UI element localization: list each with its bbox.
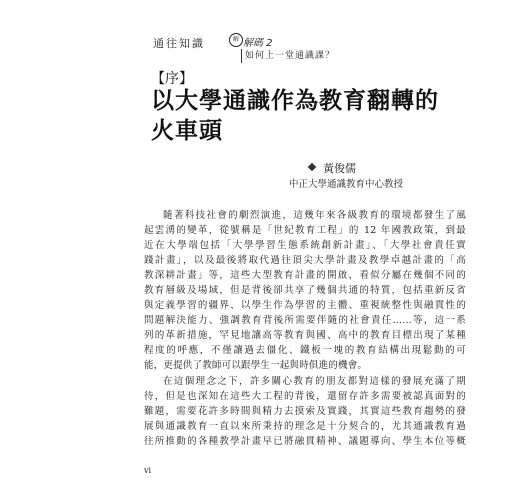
text-line: 在這個理念之下，許多關心教育的朋友都對這樣的發展充滿了期 [163,375,466,387]
text-line: 待，但是也深知在這些大工程的背後，還留存許多需要被認真面對的 [144,390,466,402]
text-line: 與定義學習的疆界、以學生作為學習的主體、重視統整性與融貫性的 [144,300,466,312]
text-line: 能，更提供了教師可以跟學生一起與時俱進的機會。 [144,360,368,372]
page-title [151,86,471,146]
paragraph [144,374,466,449]
text-line: 難題，需要花許多時間與精力去摸索及實踐，其實這些教育趨勢的發 [144,405,466,417]
text-line: 隨著科技社會的劇烈演進，這幾年來各級教育的環境都發生了風 [163,210,466,221]
text-line: 列的革新措施，罕見地讓高等教育與國、高中的教育目標出現了某種 [144,330,466,342]
text-line: 教育層級及場域，但是背後卻共享了幾個共通的特質，包括重新反省 [144,285,466,297]
text-line: 問題解決能力、強調教育背後所需要伴隨的社會責任……等，這一系 [144,315,466,327]
text-line: 起雲湧的變革，從號稱是「世紀教育工程」的 12 年國教政策，到最 [144,225,466,237]
text-line: 展與通識教育一直以來所秉持的理念是十分契合的，尤其通識教育過 [144,420,466,432]
series-subtitle: 解碼 2 [243,38,273,49]
text-line: 往所推動的各種教學計畫早已將融貫精神、議題導向、學生本位等概 [144,435,466,447]
diamond-bullet-icon [308,163,316,171]
body-text [144,208,466,449]
text-line: 踐計畫」，以及最後將取代過往頂尖大學計畫及教學卓越計畫的「高 [144,255,466,267]
author-affiliation: 中正大學通識教育中心教授 [289,179,404,190]
section-tag: 【序】 [151,71,193,87]
text-line: 近在大學端包括「大學學習生態系統創新計畫」、「大學社會責任實 [144,240,466,252]
title-line: 以大學通識作為教育翻轉的 [151,88,439,114]
series-question: 如何上一堂通識課？ [245,51,336,61]
author-name: 黃俊儒 [323,162,356,175]
paragraph [144,208,466,374]
title-line: 火車頭 [151,118,223,144]
text-line: 程度的呼應，不僅讓過去僵化、鐵板一塊的教育結構出現鬆動的可 [144,345,466,357]
text-line: 教深耕計畫」等，這些大型教育計畫的開啟，看似分屬在幾個不同的 [144,270,466,282]
author-byline [309,161,459,175]
series-badge-icon: 解 [229,33,243,47]
page-number: vi [144,466,152,475]
series-title: 通往知識 [153,37,205,50]
running-header [153,33,353,63]
header-divider [241,49,242,63]
